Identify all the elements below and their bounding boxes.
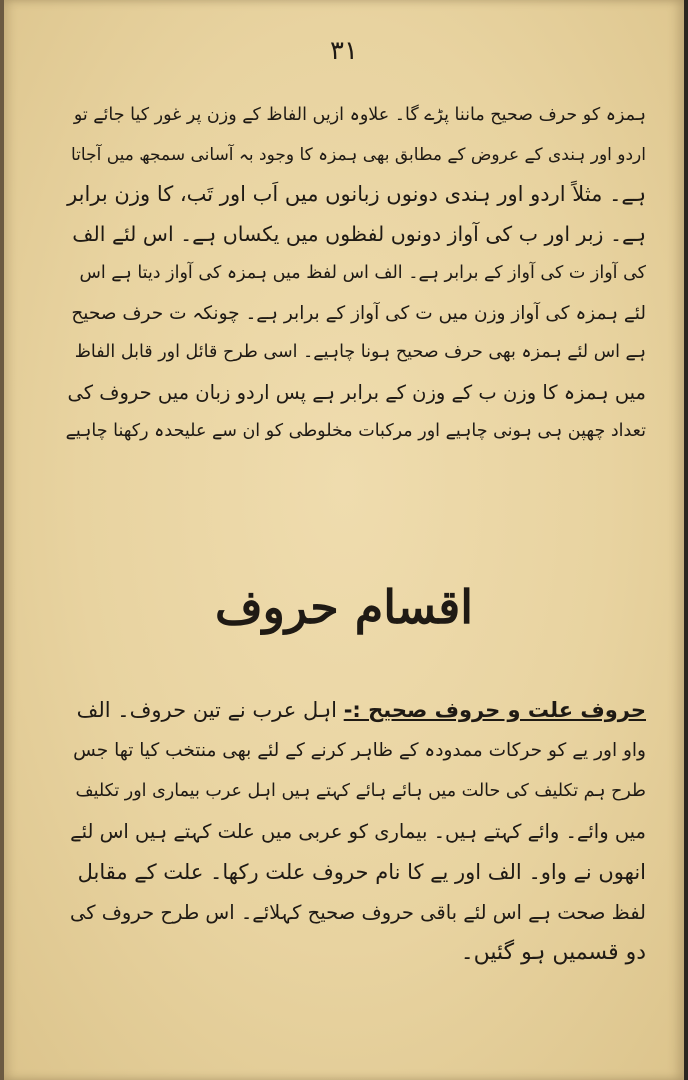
page-number: ۳۱ bbox=[330, 36, 358, 66]
text-line-first bbox=[66, 690, 646, 731]
text-line: ہمزہ کو حرف صحیح ماننا پڑے گا۔ علاوہ ازیں الفاظ کے وزن پر غور کیا جائے تو bbox=[73, 105, 646, 125]
book-page bbox=[4, 0, 684, 1080]
text-line: اردو اور ہندی کے عروض کے مطابق بھی ہمزہ کا وجود بہ آسانی سمجھ میں آجاتا bbox=[70, 144, 646, 165]
text-line: تعداد چھپن ہی ہونی چاہیے اور مرکبات مخلوطی کو ان سے علیحدہ رکھنا چاہیے bbox=[66, 421, 646, 441]
text-line: کی آواز ت کی آواز کے برابر ہے۔ الف اس لفظ میں ہمزہ کی آواز دیتا ہے اس bbox=[79, 263, 646, 283]
text-line: ہے۔ زبر اور ب کی آواز دونوں لفظوں میں یکساں ہے۔ اس لئے الف bbox=[72, 221, 646, 246]
text-line: میں وائے۔ وائے کہتے ہیں۔ بیماری کو عربی میں علت کہتے ہیں اس لئے bbox=[70, 819, 646, 843]
text-line: انھوں نے واو۔ الف اور یے کا نام حروف علت رکھا۔ علت کے مقابل bbox=[77, 860, 646, 884]
text-line: لفظ صحت ہے اس لئے باقی حروف صحیح کہلائے۔ اس طرح حروف کی bbox=[69, 900, 646, 924]
subsection-title: حروف علت و حروف صحیح :- bbox=[343, 698, 646, 722]
text-fragment: اہل عرب نے تین حروف۔ الف bbox=[76, 698, 338, 722]
section-heading: اقسام حروف bbox=[214, 580, 474, 634]
text-line: طرح ہم تکلیف کی حالت میں ہائے ہائے کہتے ہیں اہل عرب بیماری اور تکلیف bbox=[75, 781, 646, 801]
text-line: ہے۔ مثلاً اردو اور ہندی دونوں زبانوں میں اَب اور تَب، کا وزن برابر bbox=[67, 182, 646, 206]
text-line: دو قسمیں ہو گئیں۔ bbox=[460, 940, 646, 965]
paragraph-1 bbox=[66, 96, 646, 452]
text-line: ہے اس لئے ہمزہ بھی حرف صحیح ہونا چاہیے۔ اسی طرح قائل اور قابل الفاظ bbox=[74, 342, 646, 362]
text-line: لئے ہمزہ کی آواز وزن میں ت کی آواز کے برابر ہے۔ چونکہ ت حرف صحیح bbox=[71, 302, 646, 324]
text-line: واو اور یے کو حرکات ممدودہ کے ظاہر کرنے کے لئے بھی منتخب کیا تھا جس bbox=[73, 739, 646, 761]
paragraph-2 bbox=[66, 690, 646, 974]
text-line: میں ہمزہ کا وزن ب کے وزن کے برابر ہے پس اردو زبان میں حروف کی bbox=[67, 380, 646, 404]
